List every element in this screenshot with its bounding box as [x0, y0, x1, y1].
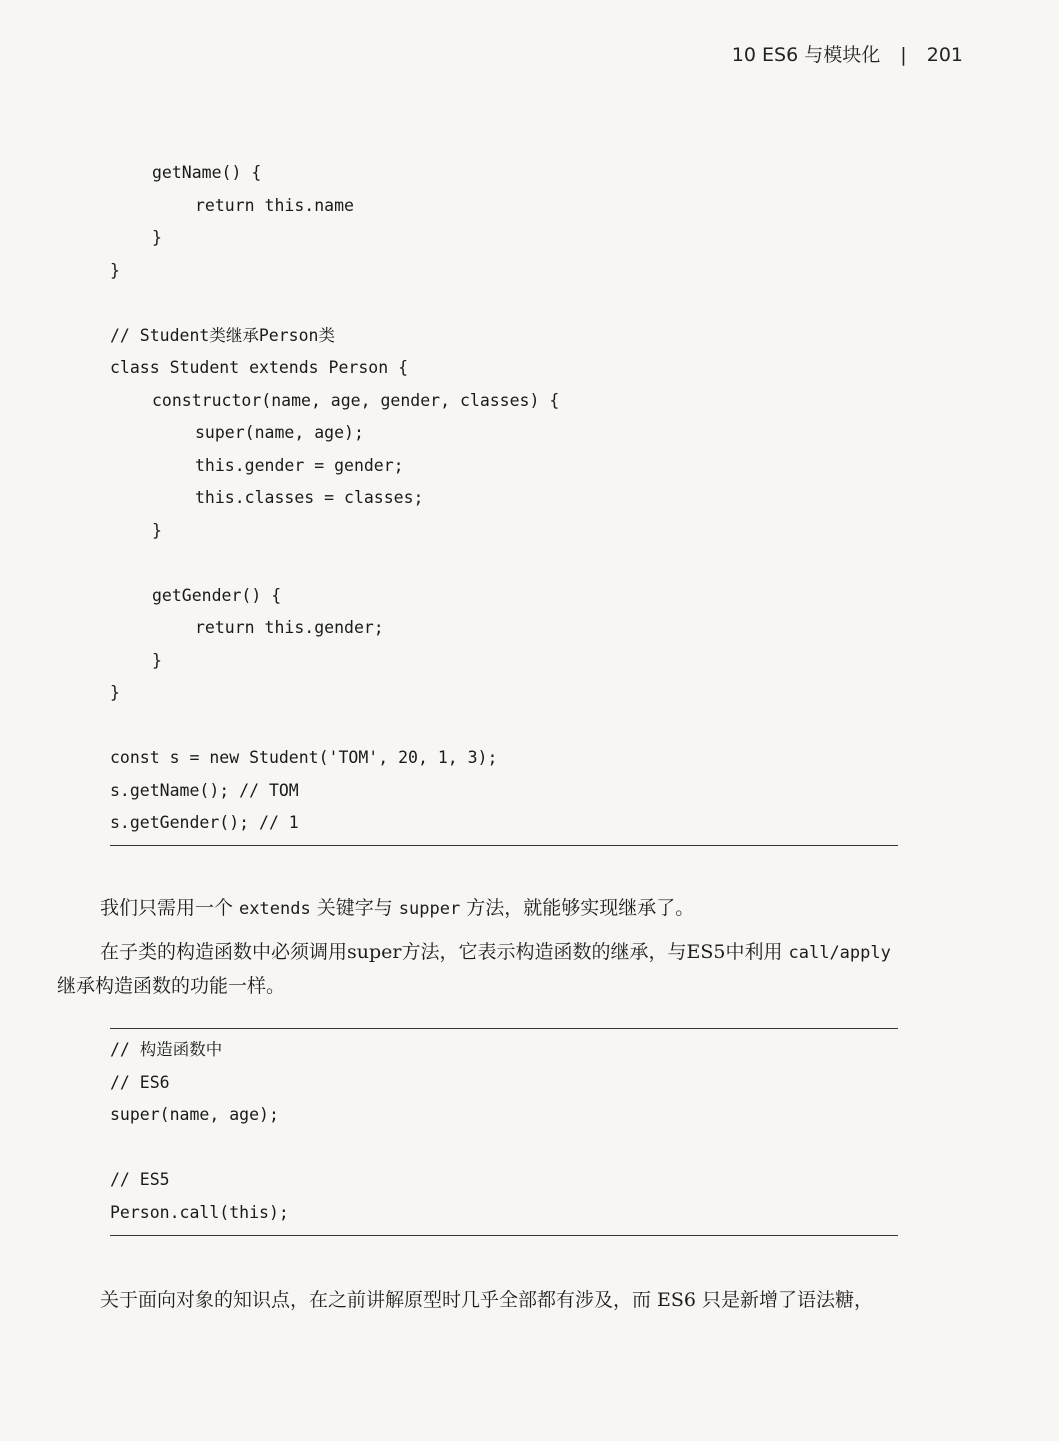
code-line: super(name, age); — [110, 1105, 279, 1124]
paragraph-text: 在子类的构造函数中必须调用super方法，它表示构造函数的继承，与ES5中利用 — [100, 941, 789, 963]
paragraph-extends — [100, 891, 694, 926]
running-header — [732, 40, 963, 67]
code-line: getName() { — [152, 163, 262, 182]
code-comment: // ES6 — [110, 1072, 170, 1092]
chapter-number: 10 — [731, 44, 756, 66]
chapter-title: ES6 与模块化 — [762, 44, 881, 66]
paragraph-super-line-1 — [100, 935, 891, 970]
code-line: this.classes = classes; — [195, 488, 424, 507]
code-line: super(name, age); — [195, 423, 364, 442]
code-line: const s = new Student('TOM', 20, 1, 3); — [110, 748, 498, 767]
code-line: return this.gender; — [195, 618, 384, 637]
inline-code-supper: supper — [398, 899, 461, 919]
code-line: } — [110, 260, 120, 280]
code-line: s.getGender(); // 1 — [110, 813, 299, 832]
code-line — [110, 710, 559, 743]
code-line: return this.name — [195, 195, 354, 215]
header-separator: | — [900, 44, 907, 66]
inline-code-call-apply: call/apply — [788, 943, 891, 963]
paragraph-super-line-2: 继承构造函数的功能一样。 — [57, 975, 286, 997]
code-block-bottom-rule-2 — [110, 1235, 898, 1236]
code-line — [110, 1132, 289, 1165]
code-comment: // 构造函数中 — [110, 1040, 223, 1059]
inline-code-extends: extends — [239, 899, 311, 919]
code-line: s.getName(); // TOM — [110, 780, 299, 800]
code-line: } — [152, 650, 162, 670]
page-number: 201 — [926, 44, 963, 66]
paragraph-oop-summary: 关于面向对象的知识点，在之前讲解原型时几乎全部都有涉及，而 ES6 只是新增了语法糖， — [100, 1289, 874, 1311]
code-line: constructor(name, age, gender, classes) { — [152, 390, 560, 410]
code-line: Person.call(this); — [110, 1202, 289, 1222]
code-line: getGender() { — [152, 585, 282, 605]
code-line: } — [152, 520, 162, 540]
code-line: class Student extends Person { — [110, 358, 409, 377]
code-block-bottom-rule — [110, 845, 898, 846]
code-line: } — [110, 683, 120, 702]
code-line: this.gender = gender; — [195, 455, 404, 475]
code-block-super-vs-call — [110, 1034, 289, 1229]
paragraph-text: 我们只需用一个 — [100, 897, 240, 919]
paragraph-text: 方法，就能够实现继承了。 — [460, 897, 695, 919]
paragraph-text: 关键字与 — [310, 897, 399, 919]
code-comment: // Student类继承Person类 — [110, 325, 335, 345]
code-line — [110, 287, 559, 320]
code-block-class-inheritance — [110, 157, 559, 840]
code-line — [110, 547, 559, 580]
code-comment: // ES5 — [110, 1170, 170, 1189]
code-block-top-rule — [110, 1028, 898, 1029]
code-line: } — [152, 228, 162, 247]
